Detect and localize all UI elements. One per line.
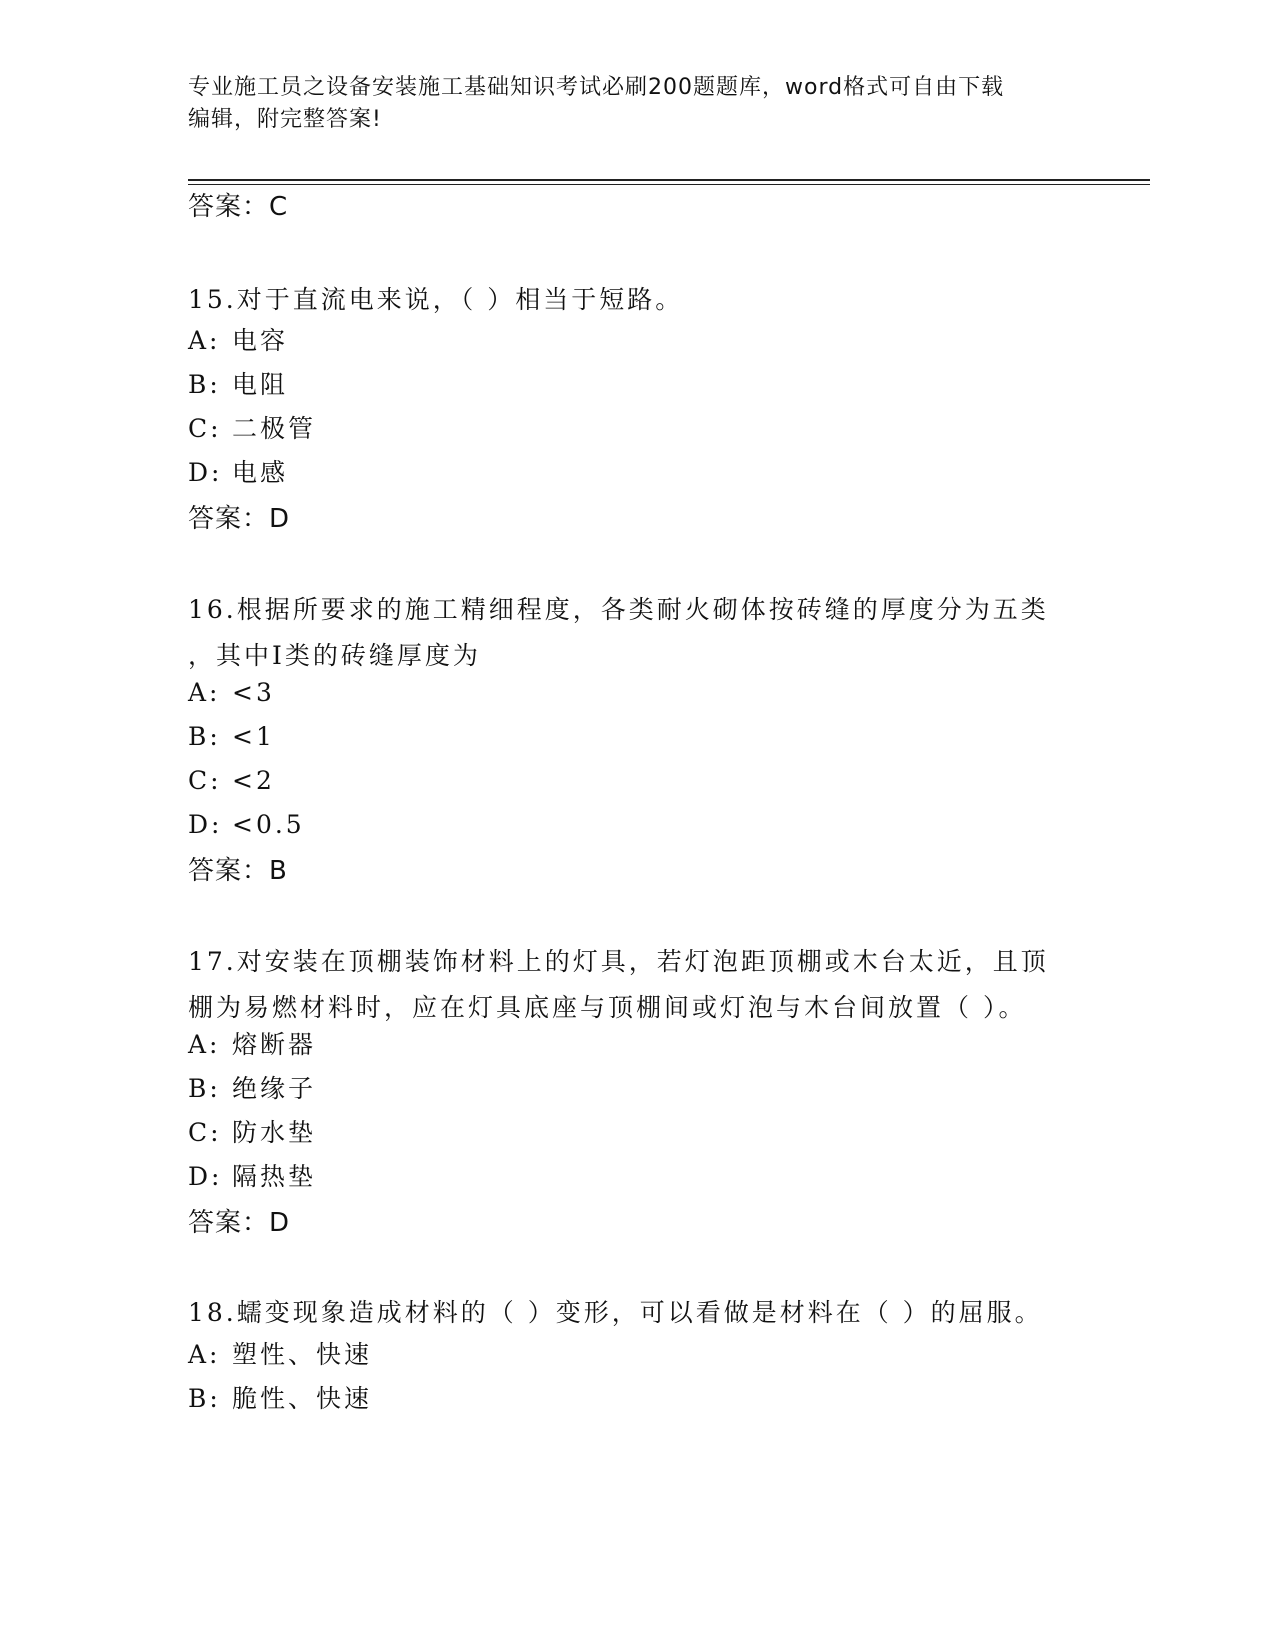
- option-text: 电感: [232, 458, 289, 487]
- option-label: D:: [188, 1162, 223, 1191]
- option-text: 二极管: [232, 414, 317, 443]
- option-label: B:: [188, 1384, 221, 1413]
- option-15-c: [188, 412, 316, 446]
- question-16-line-1: 16.根据所要求的施工精细程度，各类耐火砌体按砖缝的厚度分为五类: [188, 595, 1049, 624]
- answer-15: 答案：D: [188, 504, 291, 534]
- option-text: 脆性、快速: [232, 1384, 373, 1413]
- option-17-b: [188, 1072, 316, 1106]
- option-17-d: [188, 1160, 316, 1194]
- option-15-a: [188, 324, 288, 358]
- answer-17: 答案：D: [188, 1208, 291, 1238]
- answer-prev: 答案：C: [188, 192, 289, 222]
- option-15-b: [188, 368, 288, 402]
- option-label: A:: [188, 1340, 221, 1369]
- option-text: <1: [232, 722, 275, 751]
- header-divider-thick: [188, 179, 1150, 181]
- option-text: 电容: [232, 326, 289, 355]
- option-text: 电阻: [232, 370, 289, 399]
- option-label: B:: [188, 370, 221, 399]
- question-16-line-2: ，其中Ⅰ类的砖缝厚度为: [188, 641, 481, 670]
- option-text: 绝缘子: [232, 1074, 317, 1103]
- option-label: B:: [188, 1074, 221, 1103]
- option-text: <2: [232, 766, 275, 795]
- option-text: <3: [232, 678, 275, 707]
- question-15: 15.对于直流电来说，（ ）相当于短路。: [188, 285, 684, 314]
- option-text: 隔热垫: [232, 1162, 317, 1191]
- option-text: <0.5: [232, 810, 305, 839]
- option-label: C:: [188, 414, 222, 443]
- question-17-line-1: 17.对安装在顶棚装饰材料上的灯具，若灯泡距顶棚或木台太近，且顶: [188, 947, 1049, 976]
- option-label: A:: [188, 678, 221, 707]
- header-title-line-2: 编辑，附完整答案!: [188, 107, 382, 132]
- question-17-line-2: 棚为易燃材料时，应在灯具底座与顶棚间或灯泡与木台间放置（ ）。: [188, 993, 1027, 1022]
- question-17: [188, 939, 1088, 1031]
- option-label: A:: [188, 326, 221, 355]
- option-17-a: [188, 1028, 316, 1062]
- option-label: C:: [188, 766, 222, 795]
- option-17-c: [188, 1116, 316, 1150]
- option-text: 塑性、快速: [232, 1340, 373, 1369]
- header-divider-thin: [188, 184, 1150, 185]
- option-15-d: [188, 456, 288, 490]
- option-16-d: [188, 808, 305, 842]
- option-label: C:: [188, 1118, 222, 1147]
- option-18-a: [188, 1338, 372, 1372]
- option-text: 防水垫: [232, 1118, 317, 1147]
- header-title-line-1: 专业施工员之设备安装施工基础知识考试必刷200题题库，word格式可自由下载: [188, 75, 1005, 100]
- option-label: D:: [188, 810, 223, 839]
- option-label: B:: [188, 722, 221, 751]
- option-16-c: [188, 764, 275, 798]
- question-16: [188, 587, 1088, 679]
- question-18: 18.蠕变现象造成材料的（ ）变形，可以看做是材料在（ ）的屈服。: [188, 1298, 1043, 1327]
- option-label: D:: [188, 458, 223, 487]
- option-16-b: [188, 720, 275, 754]
- option-text: 熔断器: [232, 1030, 317, 1059]
- document-header: [188, 72, 1068, 136]
- option-16-a: [188, 676, 275, 710]
- option-18-b: [188, 1382, 372, 1416]
- answer-16: 答案：B: [188, 856, 288, 886]
- option-label: A:: [188, 1030, 221, 1059]
